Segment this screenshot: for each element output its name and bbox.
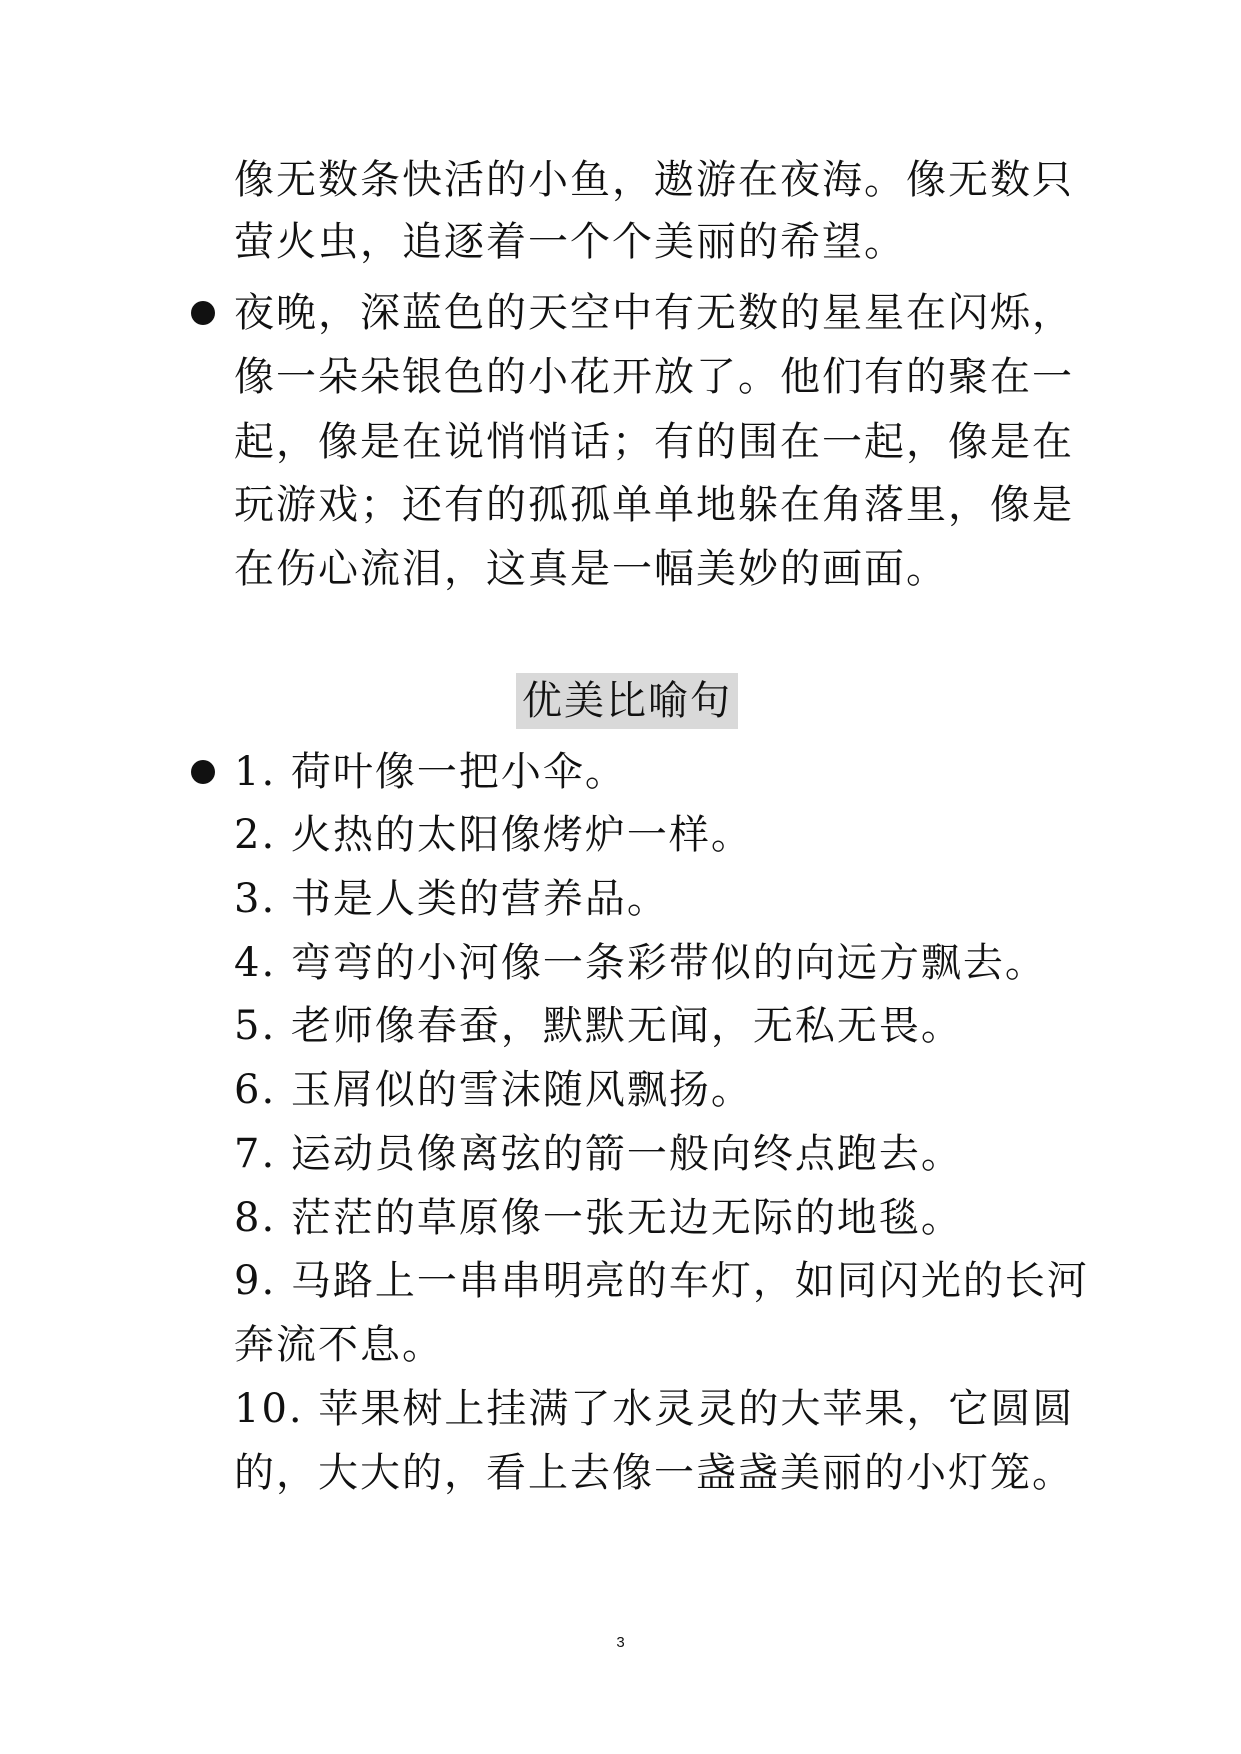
list-item: 8. 茫茫的草原像一张无边无际的地毯。 [234, 1195, 963, 1241]
list-item: 6. 玉屑似的雪沫随风飘扬。 [234, 1067, 753, 1113]
list-item: 1. 荷叶像一把小伞。 [234, 749, 627, 795]
paragraph-line: 像无数条快活的小鱼，遨游在夜海。像无数只 [234, 157, 1074, 203]
bullet-dot [191, 760, 215, 784]
paragraph-line: 萤火虫，追逐着一个个美丽的希望。 [234, 219, 906, 265]
section-title: 优美比喻句 [516, 673, 738, 729]
paragraph-line: 夜晚，深蓝色的天空中有无数的星星在闪烁， [234, 290, 1074, 336]
bullet-dot [191, 301, 215, 325]
list-item: 4. 弯弯的小河像一条彩带似的向远方飘去。 [234, 940, 1047, 986]
list-item: 奔流不息。 [234, 1322, 444, 1368]
list-item: 的，大大的，看上去像一盏盏美丽的小灯笼。 [234, 1450, 1074, 1496]
paragraph-line: 像一朵朵银色的小花开放了。他们有的聚在一 [234, 354, 1074, 400]
paragraph-line: 玩游戏；还有的孤孤单单地躲在角落里，像是 [234, 482, 1074, 528]
page-number: 3 [616, 1634, 625, 1651]
list-item: 10. 苹果树上挂满了水灵灵的大苹果，它圆圆 [234, 1386, 1075, 1432]
list-item: 7. 运动员像离弦的箭一般向终点跑去。 [234, 1131, 963, 1177]
paragraph-line: 在伤心流泪，这真是一幅美妙的画面。 [234, 546, 948, 592]
list-item: 5. 老师像春蚕，默默无闻，无私无畏。 [234, 1003, 963, 1049]
paragraph-line: 起，像是在说悄悄话；有的围在一起，像是在 [234, 419, 1074, 465]
list-item: 3. 书是人类的营养品。 [234, 876, 669, 922]
list-item: 2. 火热的太阳像烤炉一样。 [234, 812, 753, 858]
list-item: 9. 马路上一串串明亮的车灯，如同闪光的长河 [234, 1258, 1089, 1304]
